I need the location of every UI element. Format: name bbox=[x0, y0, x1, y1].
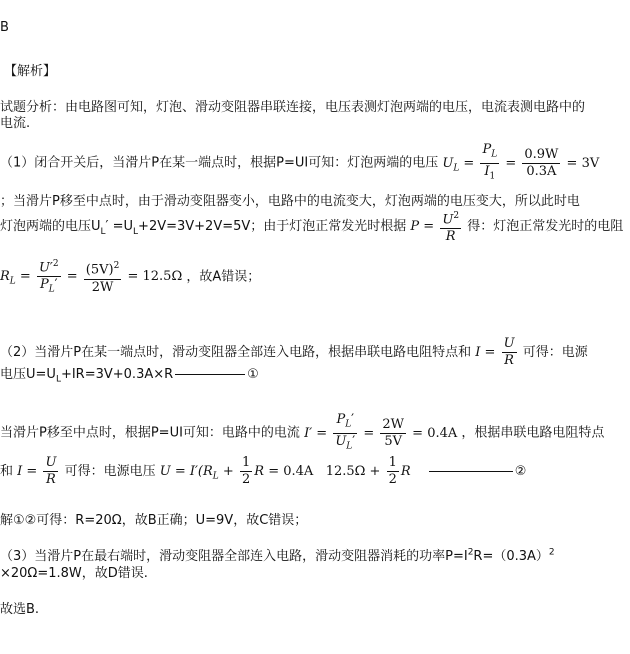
p2-line-1: （2）当滑片P在某一端点时，滑动变阻器全部连入电路，根据串联电路电阻特点和 I = $\frac{U}{R}$ 可得：电源 bbox=[0, 336, 588, 368]
equation-rule-1 bbox=[175, 374, 245, 375]
p1-voltage-equation: $U_L$ = $\frac{P_L}{I_1}$ = $\frac{0.9W}{0.3A}$ = 3V bbox=[442, 142, 600, 182]
equation-rule-2 bbox=[429, 471, 513, 472]
p3-line-2: 和 I = $\frac{U}{R}$ 可得：电源电压 $U = I'(R_L$ + $\frac{1}{2}$ R = 0.4A 12.5Ω + $\frac{1}{2}$ R ② bbox=[0, 455, 527, 487]
ohm-law-formula-2: I = $\frac{U}{R}$ bbox=[17, 455, 57, 487]
analysis-line-1: 试题分析：由电路图可知，灯泡、滑动变阻器串联连接，电压表测灯泡两端的电压，电流表测电路中的 bbox=[0, 100, 586, 115]
analysis-line-2: 电流. bbox=[0, 116, 31, 131]
section-title: 【解析】 bbox=[4, 64, 57, 79]
equation-marker-2: ② bbox=[514, 464, 527, 479]
ohm-law-formula: I = $\frac{U}{R}$ bbox=[475, 336, 515, 368]
p5-line-1: （3）当滑片P在最右端时，滑动变阻器全部连入电路，滑动变阻器消耗的功率$P=I^2R=(0.3A)^2$ bbox=[0, 547, 555, 564]
conclusion: 故选B. bbox=[0, 602, 40, 617]
answer-letter: B bbox=[0, 20, 9, 35]
p1-resistance-equation: $R_L$ = $\frac{U'^2}{P_L'}$ = $\frac{(5V)^2}{2W}$ = 12.5Ω bbox=[0, 269, 186, 284]
p5-line-2: ×20Ω=1.8W，故D错误. bbox=[0, 566, 148, 581]
equation-marker-1: ① bbox=[247, 367, 259, 382]
p3-supply-voltage-equation: $U = I'(R_L$ + $\frac{1}{2}$ R = 0.4A 12.5Ω + $\frac{1}{2}$ R bbox=[159, 455, 411, 487]
p1-line-1: （1）闭合开关后，当滑片P在某一端点时，根据P=UI可知：灯泡两端的电压 $U_L$ = $\frac{P_L}{I_1}$ = $\frac{0.9W}{0.3A}$ = 3V bbox=[0, 142, 600, 182]
power-formula: P = $\frac{U^2}{R}$ bbox=[410, 219, 467, 234]
p1-line-3: 灯泡两端的电压$U_L' =U_L+2V=3V+2V=5V$；由于灯泡正常发光时根据 P = $\frac{U^2}{R}$ 得：灯泡正常发光时的电阻 bbox=[0, 208, 623, 245]
p4-line: 解①②可得：R=20Ω，故B正确；U=9V，故C错误； bbox=[0, 513, 308, 528]
p1-line-2: ；当滑片P移至中点时，由于滑动变阻器变小，电路中的电流变大，灯泡两端的电压变大，所以此时电 bbox=[0, 194, 580, 209]
p1-line-4: $R_L$ = $\frac{U'^2}{P_L'}$ = $\frac{(5V)^2}{2W}$ = 12.5Ω ，故A错误； bbox=[0, 256, 260, 298]
p3-line-1: 当滑片P移至中点时，根据P=UI可知：电路中的电流 I′ = $\frac{P_L'}{U_L'}$ = $\frac{2W}{5V}$ = 0.4A ，根据串联电路电阻特点 bbox=[0, 412, 605, 452]
p2-line-2: 电压$U=U_L+IR=3V+0.3A\times R$ ① bbox=[0, 367, 259, 385]
p3-current-equation: I′ = $\frac{P_L'}{U_L'}$ = $\frac{2W}{5V}$ = 0.4A bbox=[304, 412, 458, 452]
